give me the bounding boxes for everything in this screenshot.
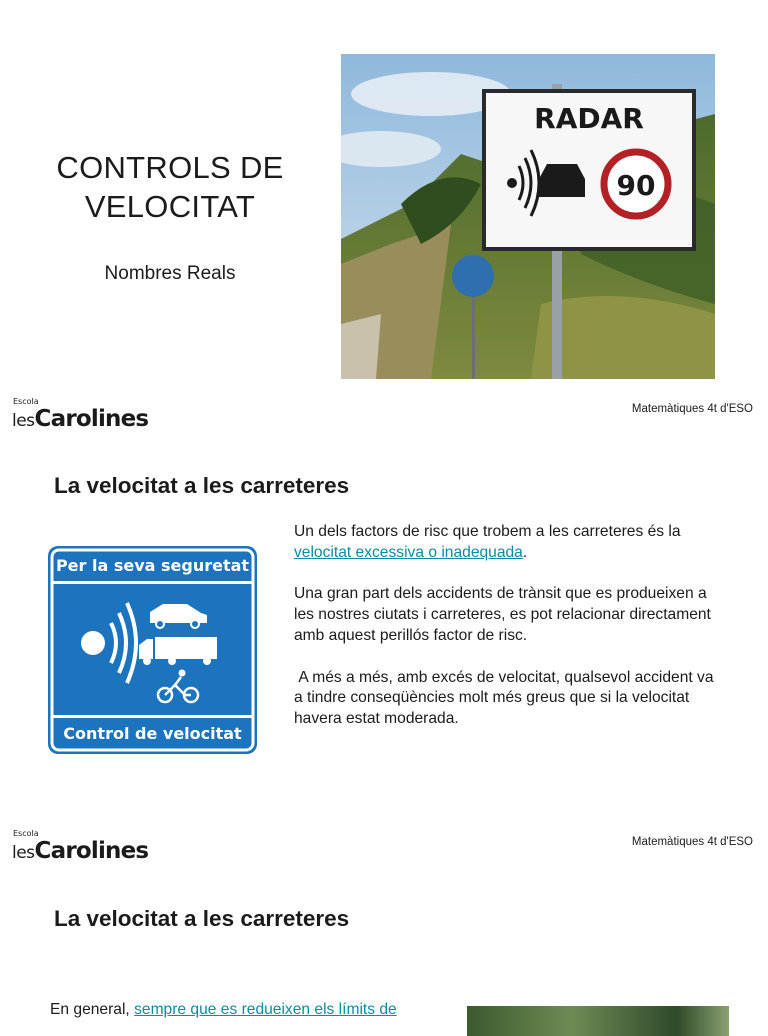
paragraph-1	[294, 522, 714, 564]
course-label: Matemàtiques 4t d'ESO	[631, 403, 753, 415]
section-heading: La velocitat a les carreteres	[54, 473, 350, 498]
school-logo	[12, 398, 148, 432]
paragraph-2: Una gran part dels accidents de trànsit que es produeixen a les nostres ciutats i carreteres, es pot relacionar directament amb aquest perillós factor de risc.	[294, 585, 711, 644]
logo-carolines: Carolines	[34, 406, 149, 432]
title-line-1: CONTROLS DE	[56, 150, 284, 185]
speed-limit-value: 90	[616, 169, 656, 202]
speed-control-sign	[47, 545, 258, 755]
subtitle: Nombres Reals	[104, 263, 236, 284]
slide3-text	[50, 1000, 450, 1021]
logo-les: les	[12, 411, 35, 431]
sign-top-label: Per la seva seguretat	[55, 556, 250, 575]
course-label: Matemàtiques 4t d'ESO	[631, 836, 753, 848]
paragraph-1-text: Un dels factors de risc que trobem a les carreteres és la	[294, 523, 681, 540]
logo-escola: Escola	[13, 829, 39, 838]
section-heading: La velocitat a les carreteres	[54, 906, 350, 931]
school-logo	[12, 830, 148, 864]
sign-bottom-label: Control de velocitat	[63, 724, 242, 743]
speed-limits-link[interactable]: sempre que es redueixen els límits de	[134, 1001, 397, 1018]
paragraph-3: A més a més, amb excés de velocitat, qualsevol accident va a tindre conseqüències molt més greus que si la velocitat havera estat moderada.	[294, 668, 718, 728]
logo-escola: Escola	[13, 397, 39, 406]
page-title	[30, 148, 310, 226]
slide2-text	[294, 522, 718, 751]
paragraph-1-end: .	[522, 543, 528, 561]
slide3-text-start: En general,	[50, 1001, 135, 1018]
radar-sign-label: RADAR	[534, 102, 644, 135]
logo-les: les	[12, 843, 35, 863]
risk-factor-link[interactable]: velocitat excessiva o inadequada	[294, 543, 523, 561]
title-block	[30, 148, 310, 285]
road-photo	[467, 1006, 729, 1036]
title-line-2: VELOCITAT	[84, 189, 256, 224]
logo-carolines: Carolines	[34, 838, 149, 864]
radar-sign-photo	[341, 54, 715, 379]
